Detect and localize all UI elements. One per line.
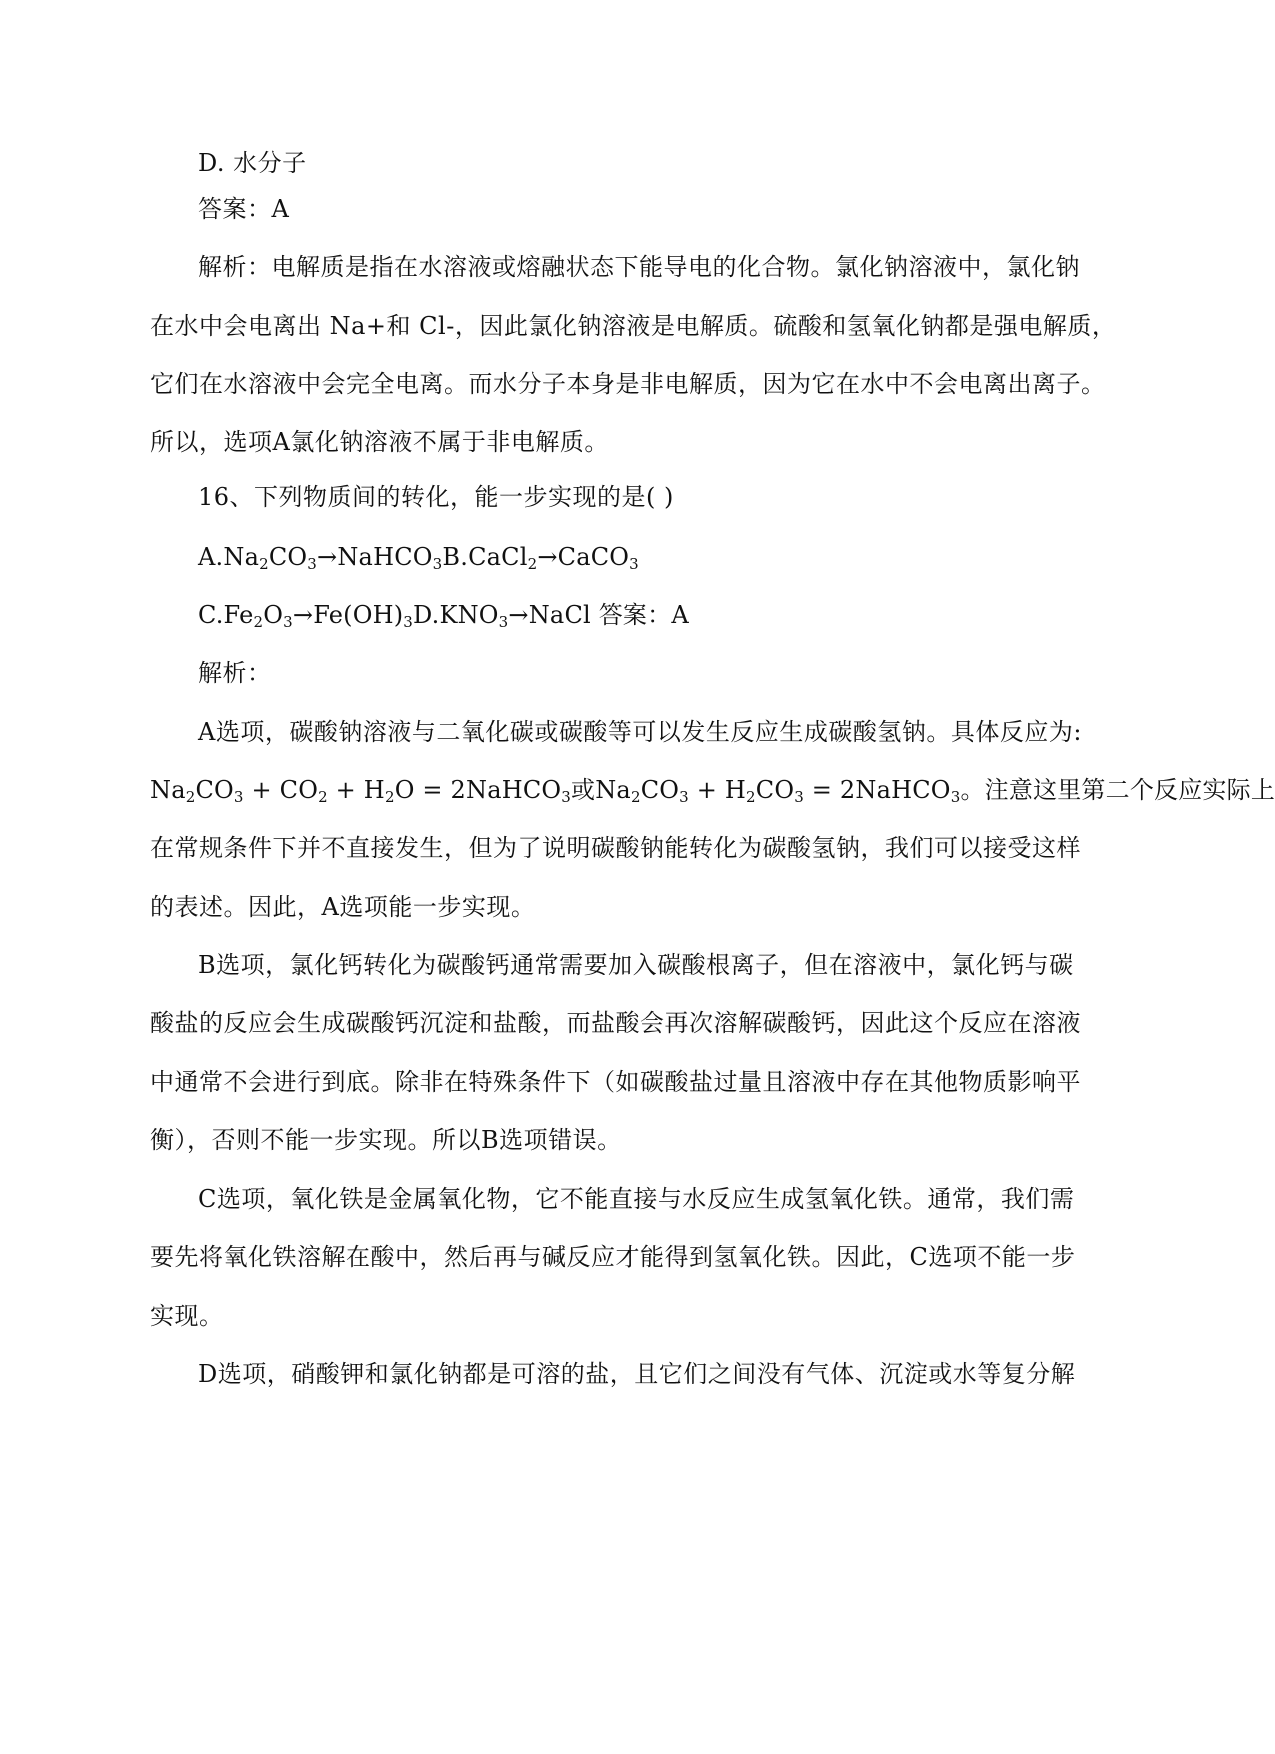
answer-16: 答案：A bbox=[590, 601, 689, 629]
formula-part: Fe bbox=[223, 601, 254, 629]
option-b-label: B. bbox=[442, 543, 469, 571]
formula-part: NaHCO bbox=[337, 543, 433, 571]
subscript: 2 bbox=[746, 788, 756, 806]
subscript: 2 bbox=[259, 555, 269, 573]
option-c-analysis-line-1: C选项，氧化铁是金属氧化物，它不能直接与水反应生成氢氧化铁。通常，我们需 bbox=[198, 1185, 1075, 1213]
formula-part: CO bbox=[195, 776, 234, 804]
arrow-icon: → bbox=[292, 601, 314, 629]
option-a-label: A. bbox=[198, 543, 224, 571]
question-16: 16、下列物质间的转化，能一步实现的是( ) bbox=[198, 483, 674, 511]
formula-part: 或Na bbox=[571, 776, 631, 804]
subscript: 3 bbox=[679, 788, 689, 806]
formula-part: + CO bbox=[243, 776, 319, 804]
option-a-analysis-line-4: 的表述。因此，A选项能一步实现。 bbox=[150, 893, 536, 921]
option-c-analysis-line-2: 要先将氧化铁溶解在酸中，然后再与碱反应才能得到氢氧化铁。因此，C选项不能一步 bbox=[150, 1243, 1076, 1271]
options-ab bbox=[198, 540, 639, 574]
analysis-15-line-4: 所以，选项A氯化钠溶液不属于非电解质。 bbox=[150, 428, 609, 456]
option-d: D. 水分子 bbox=[198, 149, 307, 177]
formula-part: + H bbox=[327, 776, 385, 804]
subscript: 2 bbox=[630, 788, 641, 806]
options-cd bbox=[198, 598, 689, 632]
option-b-analysis-line-3: 中通常不会进行到底。除非在特殊条件下（如碳酸盐过量且溶液中存在其他物质影响平 bbox=[150, 1068, 1081, 1096]
formula-part: CO bbox=[640, 776, 680, 804]
subscript: 3 bbox=[950, 788, 961, 806]
option-d-label: D. bbox=[413, 601, 440, 629]
formula-part: CaCO bbox=[557, 543, 630, 571]
option-c-analysis-line-3: 实现。 bbox=[150, 1302, 224, 1330]
arrow-icon: → bbox=[317, 543, 338, 571]
subscript: 2 bbox=[384, 788, 395, 806]
reaction-equation bbox=[150, 773, 1275, 807]
formula-part: O bbox=[263, 601, 284, 629]
subscript: 2 bbox=[185, 788, 196, 806]
formula-part: KNO bbox=[439, 601, 499, 629]
option-b-analysis-line-2: 酸盐的反应会生成碳酸钙沉淀和盐酸，而盐酸会再次溶解碳酸钙，因此这个反应在溶液 bbox=[150, 1009, 1081, 1037]
arrow-icon: → bbox=[537, 543, 558, 571]
analysis-15-line-1: 解析：电解质是指在水溶液或熔融状态下能导电的化合物。氯化钠溶液中，氯化钠 bbox=[198, 253, 1080, 281]
subscript: 3 bbox=[794, 788, 804, 806]
formula-part: 。注意这里第二个反应实际上 bbox=[960, 776, 1275, 804]
analysis-15-line-2: 在水中会电离出 Na+和 Cl-，因此氯化钠溶液是电解质。硫酸和氢氧化钠都是强电解质， bbox=[150, 312, 1117, 340]
subscript: 3 bbox=[307, 555, 318, 573]
formula-part: CO bbox=[755, 776, 795, 804]
subscript: 3 bbox=[432, 555, 443, 573]
subscript: 3 bbox=[498, 613, 509, 631]
option-b-analysis-line-1: B选项，氯化钙转化为碳酸钙通常需要加入碳酸根离子，但在溶液中，氯化钙与碳 bbox=[198, 951, 1074, 979]
option-d-analysis-line-1: D选项，硝酸钾和氯化钠都是可溶的盐，且它们之间没有气体、沉淀或水等复分解 bbox=[198, 1360, 1076, 1388]
formula-part: NaCl bbox=[528, 601, 591, 629]
answer-15: 答案：A bbox=[198, 195, 290, 223]
subscript: 2 bbox=[527, 555, 538, 573]
formula-part: + H bbox=[688, 776, 747, 804]
subscript: 2 bbox=[318, 788, 328, 806]
formula-part: Fe(OH) bbox=[313, 601, 404, 629]
option-a-analysis-line-1: A选项，碳酸钠溶液与二氧化碳或碳酸等可以发生反应生成碳酸氢钠。具体反应为: bbox=[198, 718, 1082, 746]
formula-part: CaCl bbox=[468, 543, 528, 571]
subscript: 3 bbox=[561, 788, 572, 806]
formula-part: O = 2NaHCO bbox=[394, 776, 562, 804]
arrow-icon: → bbox=[508, 601, 529, 629]
subscript: 3 bbox=[233, 788, 244, 806]
formula-part: = 2NaHCO bbox=[803, 776, 951, 804]
formula-part: Na bbox=[150, 776, 186, 804]
formula-part: CO bbox=[268, 543, 308, 571]
option-b-analysis-line-4: 衡），否则不能一步实现。所以B选项错误。 bbox=[150, 1126, 622, 1154]
subscript: 2 bbox=[253, 613, 264, 631]
subscript: 3 bbox=[283, 613, 293, 631]
option-a-analysis-line-3: 在常规条件下并不直接发生，但为了说明碳酸钠能转化为碳酸氢钠，我们可以接受这样 bbox=[150, 834, 1081, 862]
subscript: 3 bbox=[629, 555, 639, 573]
formula-part: Na bbox=[223, 543, 260, 571]
subscript: 3 bbox=[403, 613, 414, 631]
analysis-15-line-3: 它们在水溶液中会完全电离。而水分子本身是非电解质，因为它在水中不会电离出离子。 bbox=[150, 370, 1106, 398]
analysis-16-label: 解析： bbox=[198, 659, 272, 687]
option-c-label: C. bbox=[198, 601, 224, 629]
